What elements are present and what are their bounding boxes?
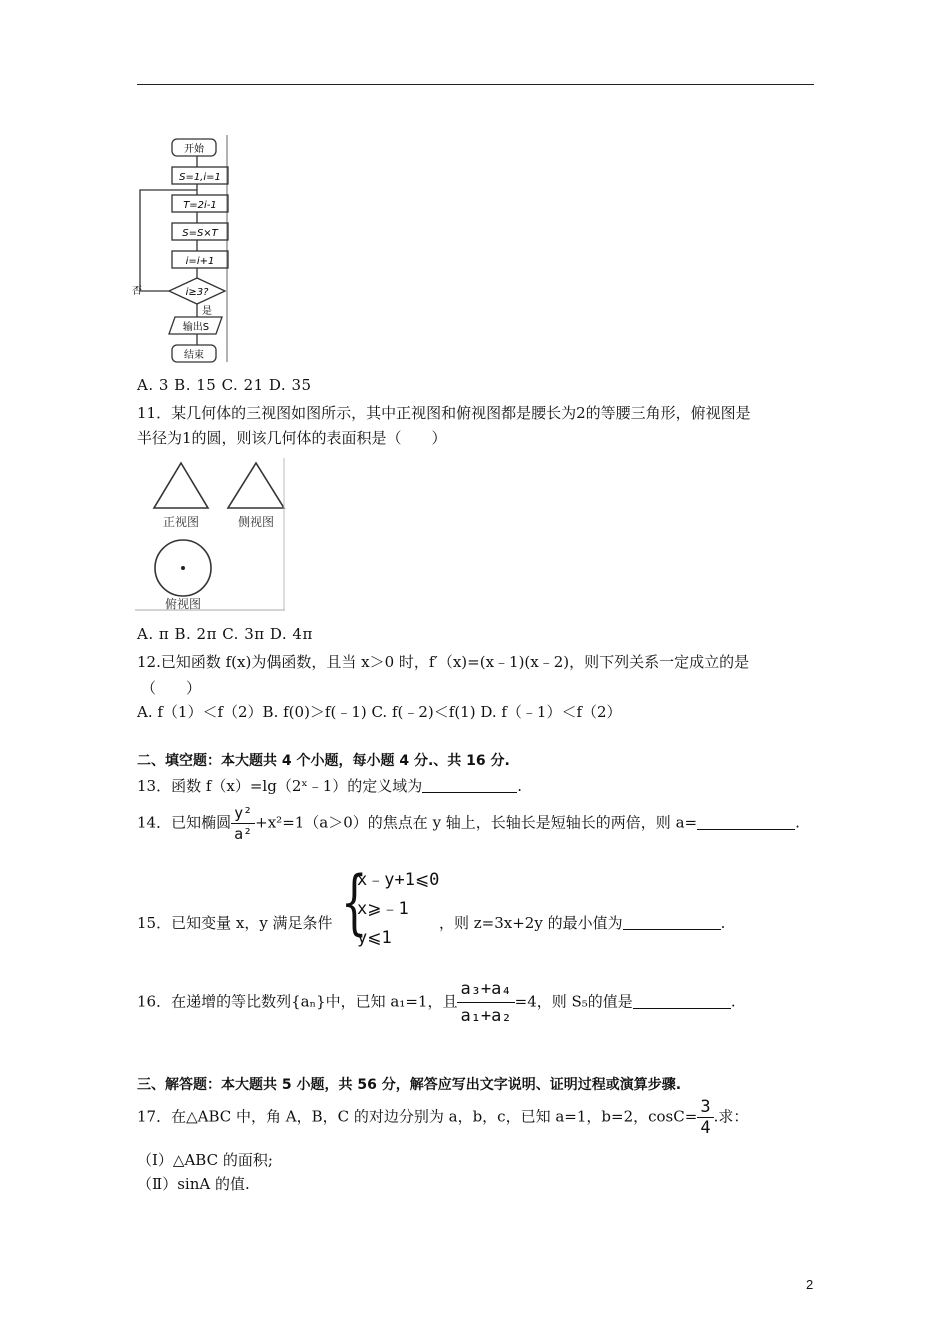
q15-tail: [439, 912, 725, 933]
q12-options: A. f（1）＜f（2）B. f(0)＞f(﹣1) C. f(﹣2)＜f(1) D. f（﹣1）＜f（2）: [137, 703, 622, 721]
q13-text: 13．函数 f（x）=lg（2ˣ﹣1）的定义域为: [137, 777, 423, 795]
flowchart-figure: [130, 132, 230, 364]
q17-prefix: 17．在△ABC 中，角 A，B，C 的对边分别为 a，b，c，已知 a=1，b=2，cosC=: [137, 1107, 698, 1126]
q17: [137, 1097, 748, 1138]
q12-line1: 12.已知函数 f(x)为偶函数，且当 x＞0 时，f′（x)=(x﹣1)(x﹣2)，则下列关系一定成立的是: [137, 653, 750, 671]
q15-c2: x⩾﹣1: [357, 899, 409, 919]
flowchart-start: 开始: [184, 144, 204, 155]
q13-blank: [422, 778, 517, 793]
flowchart-init: S=1,i=1: [179, 172, 221, 183]
q16-den: a₁+a₂: [460, 1006, 512, 1026]
flowchart-output: 输出S: [182, 322, 210, 333]
q17-fraction: [697, 1097, 713, 1138]
q16-num: a₃+a₄: [457, 976, 514, 1003]
q15-c1: x﹣y+1⩽0: [357, 870, 440, 890]
flowchart-step3: i=i+1: [185, 256, 215, 267]
q15-suffix: ，则 z=3x+2y 的最小值为: [439, 914, 623, 932]
q14-num: y²: [231, 803, 255, 824]
q13-end: .: [517, 777, 523, 795]
q12-line2: （ ）: [141, 679, 202, 697]
q13: [137, 775, 522, 796]
q14-den: a²: [234, 825, 253, 843]
q17-part2: （Ⅱ）sinA 的值.: [137, 1175, 250, 1193]
top-view-label: 俯视图: [164, 597, 202, 611]
page-number: 2: [806, 1277, 814, 1292]
section3-title: 三、解答题：本大题共 5 小题，共 56 分，解答应写出文字说明、证明过程或演算步骤.: [137, 1077, 682, 1093]
q16-fraction: [457, 976, 514, 1029]
q14-end: .: [795, 813, 800, 832]
q15-constraints: [357, 866, 439, 953]
section2-title: 二、填空题：本大题共 4 个小题，每小题 4 分.、共 16 分.: [137, 753, 510, 769]
three-views-figure: [135, 458, 287, 614]
flowchart-cond: i≥3?: [185, 287, 209, 298]
q15-prefix: 15．已知变量 x，y 满足条件: [137, 914, 333, 932]
flowchart-step2: S=S×T: [182, 228, 218, 239]
q14: [137, 803, 800, 844]
q15-blank: [623, 915, 721, 930]
side-view-label: 侧视图: [237, 515, 275, 529]
flowchart-end: 结束: [184, 350, 204, 361]
q15-end: .: [720, 914, 726, 932]
q16-prefix: 16．在递增的等比数列{aₙ}中，已知 a₁=1，且: [137, 992, 458, 1011]
q16-suffix: =4，则 S₅的值是: [514, 992, 633, 1011]
front-view-label: 正视图: [162, 515, 200, 529]
q14-prefix: 14．已知椭圆: [137, 813, 232, 832]
q16: [137, 976, 736, 1029]
q11-line2: 半径为1的圆，则该几何体的表面积是（ ）: [137, 429, 447, 447]
flowchart-yes: 是: [202, 306, 212, 317]
q10-options: A. 3 B. 15 C. 21 D. 35: [137, 376, 312, 394]
q15-brace: {: [340, 861, 368, 943]
q17-den: 4: [700, 1118, 711, 1138]
flowchart-step1: T=2i-1: [183, 200, 217, 211]
q16-end: .: [730, 992, 736, 1011]
q15-c3: y⩽1: [357, 928, 392, 948]
q14-fraction: [231, 803, 255, 844]
q14-blank: [697, 815, 795, 830]
q14-suffix: +x²=1（a＞0）的焦点在 y 轴上，长轴长是短轴长的两倍，则 a=: [255, 813, 698, 832]
q17-part1: （Ⅰ）△ABC 的面积;: [137, 1151, 273, 1169]
q16-blank: [633, 994, 731, 1009]
header-rule: [137, 84, 814, 85]
q11-options: A. π B. 2π C. 3π D. 4π: [137, 625, 313, 643]
q17-suffix: .求：: [713, 1107, 749, 1126]
q17-num: 3: [697, 1097, 713, 1118]
q11-line1: 11．某几何体的三视图如图所示，其中正视图和俯视图都是腰长为2的等腰三角形，俯视图是: [137, 404, 751, 422]
flowchart-no: 否: [132, 286, 142, 297]
